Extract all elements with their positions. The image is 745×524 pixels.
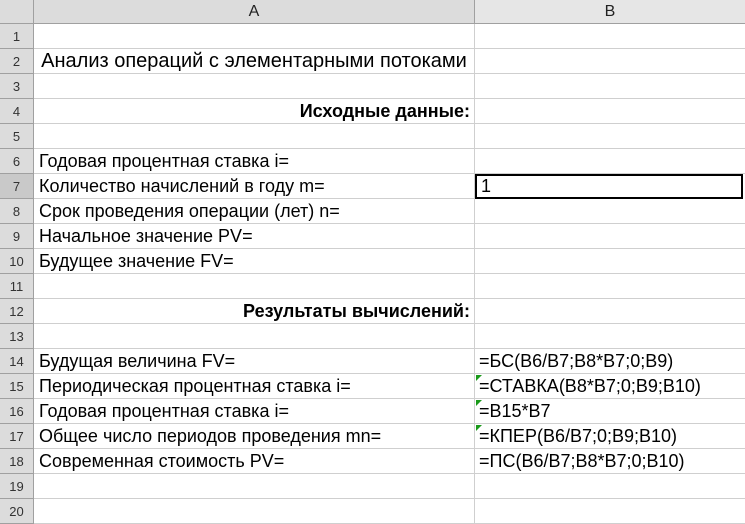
row-header[interactable]: 14 bbox=[0, 349, 34, 374]
cell-a[interactable] bbox=[34, 324, 475, 349]
row-header[interactable]: 17 bbox=[0, 424, 34, 449]
cell-a[interactable]: Результаты вычислений: bbox=[34, 299, 475, 324]
cell-b[interactable] bbox=[475, 249, 745, 274]
cell-a[interactable]: Будущее значение FV= bbox=[34, 249, 475, 274]
row-header[interactable]: 19 bbox=[0, 474, 34, 499]
cell-b[interactable]: =КПЕР(B6/B7;0;B9;B10) bbox=[475, 424, 745, 449]
cell-a[interactable] bbox=[34, 24, 475, 49]
cell-b[interactable]: =СТАВКА(B8*B7;0;B9;B10) bbox=[475, 374, 745, 399]
row-header[interactable]: 9 bbox=[0, 224, 34, 249]
cell-b[interactable] bbox=[475, 74, 745, 99]
cell-a[interactable]: Годовая процентная ставка i= bbox=[34, 149, 475, 174]
cell-a[interactable] bbox=[34, 474, 475, 499]
cell-a[interactable]: Количество начислений в году m= bbox=[34, 174, 475, 199]
cell-a[interactable]: Исходные данные: bbox=[34, 99, 475, 124]
row-header[interactable]: 20 bbox=[0, 499, 34, 524]
cell-a[interactable]: Анализ операций с элементарными потоками bbox=[34, 49, 475, 74]
cell-b[interactable] bbox=[475, 499, 745, 524]
cell-b[interactable] bbox=[475, 274, 745, 299]
row-header[interactable]: 5 bbox=[0, 124, 34, 149]
cell-a[interactable]: Годовая процентная ставка i= bbox=[34, 399, 475, 424]
row-header[interactable]: 2 bbox=[0, 49, 34, 74]
row-header[interactable]: 8 bbox=[0, 199, 34, 224]
cell-b[interactable] bbox=[475, 299, 745, 324]
cell-b[interactable] bbox=[475, 474, 745, 499]
cell-a[interactable] bbox=[34, 124, 475, 149]
cell-a[interactable]: Общее число периодов проведения mn= bbox=[34, 424, 475, 449]
row-header[interactable]: 6 bbox=[0, 149, 34, 174]
cell-a[interactable]: Периодическая процентная ставка i= bbox=[34, 374, 475, 399]
cell-b[interactable] bbox=[475, 149, 745, 174]
cell-b[interactable]: =B15*B7 bbox=[475, 399, 745, 424]
row-header[interactable]: 16 bbox=[0, 399, 34, 424]
cell-b[interactable] bbox=[475, 49, 745, 74]
row-header[interactable]: 11 bbox=[0, 274, 34, 299]
row-header[interactable]: 4 bbox=[0, 99, 34, 124]
cell-a[interactable] bbox=[34, 274, 475, 299]
cell-b[interactable] bbox=[475, 99, 745, 124]
cell-a[interactable]: Срок проведения операции (лет) n= bbox=[34, 199, 475, 224]
cell-a[interactable] bbox=[34, 499, 475, 524]
row-header[interactable]: 1 bbox=[0, 24, 34, 49]
row-header[interactable]: 7 bbox=[0, 174, 34, 199]
cell-b[interactable] bbox=[475, 24, 745, 49]
cell-a[interactable] bbox=[34, 74, 475, 99]
active-cell-b7[interactable]: 1 bbox=[475, 174, 743, 199]
select-all-corner[interactable] bbox=[0, 0, 34, 24]
row-header[interactable]: 10 bbox=[0, 249, 34, 274]
cell-a[interactable]: Начальное значение PV= bbox=[34, 224, 475, 249]
column-header-a[interactable]: A bbox=[34, 0, 475, 24]
error-indicator-icon bbox=[476, 375, 482, 381]
cell-b[interactable] bbox=[475, 199, 745, 224]
column-header-b[interactable]: B bbox=[475, 0, 745, 24]
row-header[interactable]: 18 bbox=[0, 449, 34, 474]
row-header[interactable]: 13 bbox=[0, 324, 34, 349]
cell-b[interactable]: =ПС(B6/B7;B8*B7;0;B10) bbox=[475, 449, 745, 474]
cell-a[interactable]: Современная стоимость PV= bbox=[34, 449, 475, 474]
error-indicator-icon bbox=[476, 425, 482, 431]
row-header[interactable]: 15 bbox=[0, 374, 34, 399]
row-header[interactable]: 12 bbox=[0, 299, 34, 324]
cell-b[interactable]: =БС(B6/B7;B8*B7;0;B9) bbox=[475, 349, 745, 374]
cell-b[interactable] bbox=[475, 324, 745, 349]
cell-a[interactable]: Будущая величина FV= bbox=[34, 349, 475, 374]
cell-b[interactable] bbox=[475, 224, 745, 249]
row-header[interactable]: 3 bbox=[0, 74, 34, 99]
cell-b[interactable] bbox=[475, 124, 745, 149]
error-indicator-icon bbox=[476, 400, 482, 406]
